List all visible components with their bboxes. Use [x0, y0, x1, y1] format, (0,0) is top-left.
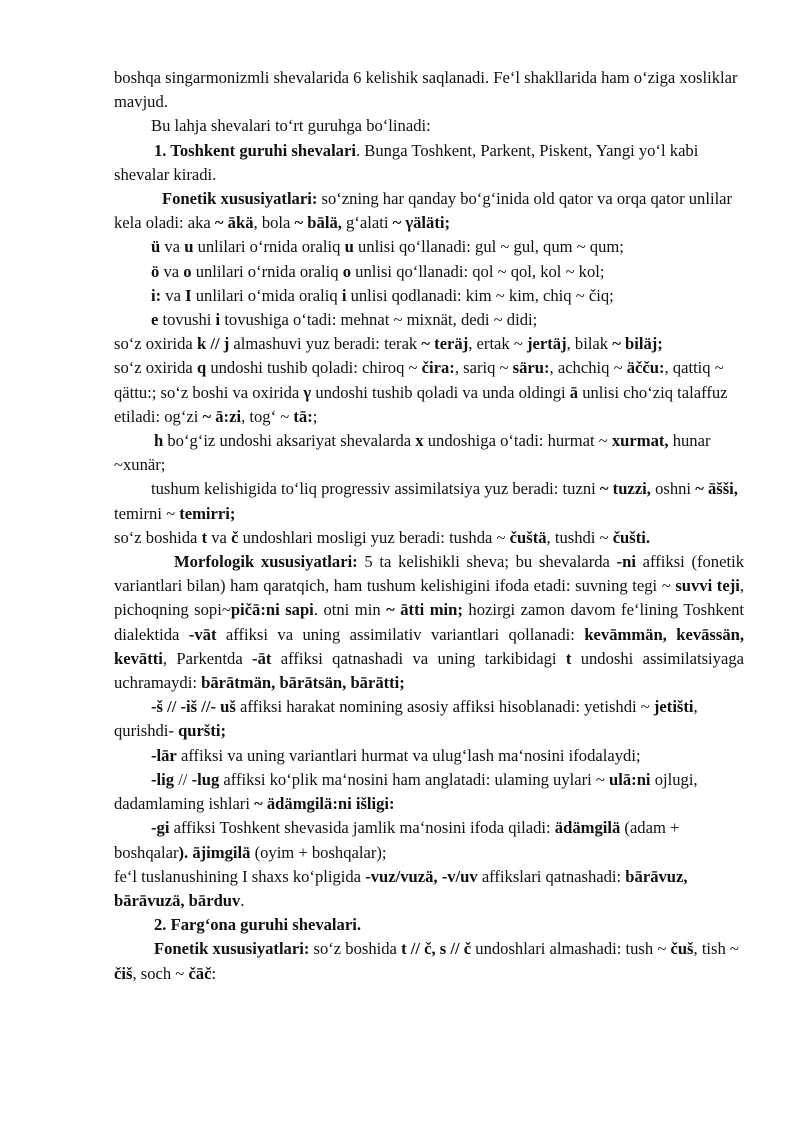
- bold-term: ~ āšši,: [695, 479, 738, 499]
- bold-term: jertäj: [527, 334, 567, 354]
- paragraph-p15: [114, 695, 744, 743]
- text-run: tovushi: [158, 310, 216, 330]
- bold-term: t // č, s // č: [401, 939, 472, 959]
- bold-term: t: [201, 527, 208, 547]
- text-run: affiksi va uning assimilativ variantlari qollanadi:: [216, 624, 585, 644]
- bold-term: čiš: [114, 963, 133, 983]
- bold-term: x: [415, 431, 424, 451]
- text-run: g‘alati: [341, 213, 393, 233]
- paragraph-p10: [114, 356, 744, 429]
- bold-term: ā: [569, 382, 579, 402]
- bold-term: 1. Toshkent guruhi shevalari: [154, 140, 356, 160]
- bold-term: pičā:ni sapi: [230, 600, 314, 620]
- bold-term: suvvi teji: [675, 576, 740, 596]
- paragraph-p17: [114, 768, 744, 816]
- text-run: . otni min: [313, 600, 387, 620]
- text-run: undoshlari mosligi yuz beradi: tushda ~: [238, 527, 510, 547]
- text-run: //: [174, 769, 192, 789]
- bold-term: Fonetik xususiyatlari:: [162, 189, 318, 209]
- text-run: ojlugi, dadamlaming ishlari: [114, 769, 698, 814]
- bold-term: u: [344, 237, 354, 257]
- bold-term: o: [183, 261, 192, 281]
- text-run: va: [159, 261, 184, 281]
- paragraph-p13: [114, 526, 744, 550]
- bold-term: Morfologik xususiyatlari:: [174, 552, 358, 572]
- text-run: affiksi qatnashadi va uning tarkibidagi: [271, 648, 566, 668]
- bold-term: I: [185, 285, 192, 305]
- bold-term: ~ biläj;: [612, 334, 663, 354]
- bold-term: -š // -iš //- uš: [151, 697, 236, 717]
- text-run: unlisi qo‘llanadi: gul ~ gul, qum ~ qum;: [353, 237, 624, 257]
- bold-term: ~ ädämgilä:ni išligi:: [254, 794, 395, 814]
- text-run: affiksi va uning variantlari hurmat va ulug‘lash ma‘nosini ifodalaydi;: [176, 745, 641, 765]
- text-run: , qurishdi-: [114, 697, 698, 741]
- text-run: boshqa singarmonizmli shevalarida 6 kelishik saqlanadi. Fe‘l shakllarida ham o‘ziga xosliklar mavjud.: [114, 68, 738, 112]
- paragraph-p20: [114, 913, 744, 937]
- text-run: (adam + boshqalar: [114, 818, 680, 862]
- text-run: .: [240, 890, 245, 910]
- bold-term: 2. Farg‘ona guruhi shevalari.: [154, 915, 361, 935]
- paragraph-p8: [114, 308, 744, 332]
- text-run: affiksi Toshkent shevasida jamlik ma‘nosini ifoda qiladi:: [169, 818, 555, 838]
- text-run: va: [207, 527, 232, 547]
- paragraph-p14: [114, 550, 744, 695]
- bold-term: ~ tuzzi,: [599, 479, 651, 499]
- bold-term: quršti;: [178, 721, 227, 741]
- text-run: unlilari o‘rnida oraliq: [191, 261, 343, 281]
- bold-term: čušti.: [612, 527, 651, 547]
- paragraph-p16: [114, 744, 744, 768]
- text-run: , Parkentda: [162, 648, 253, 668]
- bold-term: q: [196, 358, 207, 378]
- text-run: 5 ta kelishikli sheva; bu shevalarda: [357, 552, 617, 572]
- text-run: :: [211, 963, 217, 983]
- paragraph-p19: [114, 865, 744, 913]
- text-run: . Bunga Toshkent, Parkent, Piskent, Yangi yo‘l kabi shevalar kiradi.: [114, 140, 699, 184]
- bold-term: ädämgilä: [554, 818, 621, 838]
- bold-term: čuštä: [509, 527, 547, 547]
- bold-term: Fonetik xususiyatlari:: [154, 939, 310, 959]
- text-run: unlisi qodlanadi: kim ~ kim, chiq ~ čiq;: [346, 285, 614, 305]
- paragraph-p4: [114, 187, 744, 235]
- text-run: , pichoqning sopi~: [114, 576, 744, 620]
- text-run: , soch ~: [132, 963, 189, 983]
- bold-term: i: [341, 285, 347, 305]
- bold-term: ö: [151, 261, 160, 281]
- bold-term: -gi: [151, 818, 170, 838]
- paragraph-p1: [114, 66, 744, 114]
- paragraph-p7: [114, 284, 744, 308]
- text-run: so‘z oxirida: [114, 334, 197, 354]
- bold-term: k // j: [196, 334, 230, 354]
- bold-term: ~ ā:zi: [202, 406, 242, 426]
- bold-term: -ni: [616, 552, 636, 572]
- text-run: undoshi tushib qoladi va unda oldingi: [311, 382, 570, 402]
- bold-term: ). ājimgilä: [178, 842, 251, 862]
- text-run: so‘zning har qanday bo‘g‘inida old qator va orqa qator unlilar kela oladi: aka: [114, 189, 733, 233]
- text-run: ;: [312, 406, 318, 426]
- bold-term: č: [231, 527, 239, 547]
- text-run: hunar ~xunär;: [114, 431, 711, 475]
- bold-term: bārāvuz, bārāvuzä, bārduv: [114, 866, 688, 910]
- text-run: almashuvi yuz beradi: terak: [229, 334, 422, 354]
- text-run: so‘z boshida: [114, 527, 202, 547]
- text-run: Bu lahja shevalari to‘rt guruhga bo‘linadi:: [151, 116, 431, 136]
- text-run: , qattiq ~ qättu:; so‘z boshi va oxirida: [114, 358, 724, 402]
- bold-term: ~ bālä,: [294, 213, 342, 233]
- text-run: fe‘l tuslanushining I shaxs ko‘pligida: [114, 866, 366, 886]
- text-run: , tog‘ ~: [241, 406, 294, 426]
- text-run: hozirgi zamon davom fe‘lining Toshkent dialektida: [114, 600, 745, 644]
- text-run: undoshlari almashadi: tush ~: [471, 939, 671, 959]
- paragraph-p11: [114, 429, 744, 477]
- bold-term: ~ γäläti;: [392, 213, 450, 233]
- bold-term: e: [151, 310, 159, 330]
- text-run: so‘z boshida: [309, 939, 402, 959]
- bold-term: kevāmmän, kevāssän, kevātti: [114, 624, 744, 668]
- text-run: unlisi qo‘llanadi: qol ~ qol, kol ~ kol;: [351, 261, 605, 281]
- paragraph-p9: [114, 332, 744, 356]
- paragraph-p5: [114, 235, 744, 259]
- bold-term: -lig: [151, 769, 175, 789]
- bold-term: t: [565, 648, 572, 668]
- text-run: unlilari o‘rnida oraliq: [193, 237, 345, 257]
- text-run: (oyim + boshqalar);: [250, 842, 387, 862]
- paragraph-p18: [114, 816, 744, 864]
- bold-term: čuš: [670, 939, 694, 959]
- text-run: temirni ~: [114, 503, 180, 523]
- text-run: oshni: [650, 479, 696, 499]
- text-run: tushum kelishigida to‘liq progressiv assimilatsiya yuz beradi: tuzni: [151, 479, 600, 499]
- bold-term: -vuz/vuzä, -v/uv: [365, 866, 478, 886]
- text-run: , tushdi ~: [546, 527, 613, 547]
- bold-term: jetišti: [653, 697, 694, 717]
- text-run: tovushiga o‘tadi: mehnat ~ mixnät, dedi ~ didi;: [220, 310, 538, 330]
- text-run: unlilari o‘mida oraliq: [191, 285, 342, 305]
- bold-term: säru:: [512, 358, 550, 378]
- text-run: affiksi (fonetik variantlari bilan) ham qaratqich, ham tushum kelishigini ifoda etadi: suvning tegi ~: [114, 552, 744, 596]
- text-run: va: [160, 237, 185, 257]
- bold-term: čira:: [421, 358, 455, 378]
- text-run: undoshi tushib qoladi: chiroq ~: [206, 358, 422, 378]
- text-run: so‘z oxirida: [114, 358, 197, 378]
- text-run: unlisi cho‘ziq talaffuz etiladi: og‘zi: [114, 382, 728, 426]
- text-run: , bola: [253, 213, 295, 233]
- bold-term: äčču:: [626, 358, 665, 378]
- text-run: , bilak: [566, 334, 613, 354]
- bold-term: i: [215, 310, 221, 330]
- bold-term: -vāt: [188, 624, 217, 644]
- bold-term: temirri;: [179, 503, 236, 523]
- text-run: undoshi assimilatsiyaga uchramaydi:: [114, 648, 744, 693]
- text-run: , sariq ~: [454, 358, 513, 378]
- text-run: affiksi harakat nomining asosiy affiksi hisoblanadi: yetishdi ~: [235, 697, 654, 717]
- document-page: [114, 66, 744, 986]
- bold-term: tā:: [293, 406, 313, 426]
- text-run: affiksi ko‘plik ma‘nosini ham anglatadi: ulaming uylari ~: [219, 769, 610, 789]
- paragraph-p12: [114, 477, 744, 525]
- bold-term: -lār: [151, 745, 177, 765]
- text-run: , ertak ~: [468, 334, 527, 354]
- text-run: affikslari qatnashadi:: [477, 866, 626, 886]
- paragraph-p21: [114, 937, 744, 985]
- text-run: va: [161, 285, 186, 305]
- text-run: bo‘g‘iz undoshi aksariyat shevalarda: [163, 431, 416, 451]
- bold-term: ~ ākä: [214, 213, 254, 233]
- text-run: , achchiq ~: [549, 358, 627, 378]
- paragraph-p2: [114, 114, 744, 138]
- bold-term: u: [184, 237, 194, 257]
- paragraph-p6: [114, 260, 744, 284]
- bold-term: h: [154, 431, 164, 451]
- bold-term: -āt: [252, 648, 272, 668]
- bold-term: i:: [151, 285, 162, 305]
- bold-term: ulā:ni: [609, 769, 651, 789]
- bold-term: čāč: [188, 963, 212, 983]
- bold-term: -lug: [191, 769, 220, 789]
- bold-term: bārātmän, bārātsän, bārātti;: [201, 673, 405, 693]
- text-run: , tish ~: [693, 939, 739, 959]
- text-run: undoshiga o‘tadi: hurmat ~: [423, 431, 612, 451]
- bold-term: ~ teräj: [421, 334, 469, 354]
- paragraph-p3: [114, 139, 744, 187]
- bold-term: ü: [151, 237, 161, 257]
- bold-term: xurmat,: [611, 431, 669, 451]
- bold-term: γ: [303, 382, 312, 402]
- bold-term: ~ ātti min;: [386, 600, 463, 620]
- bold-term: o: [342, 261, 352, 281]
